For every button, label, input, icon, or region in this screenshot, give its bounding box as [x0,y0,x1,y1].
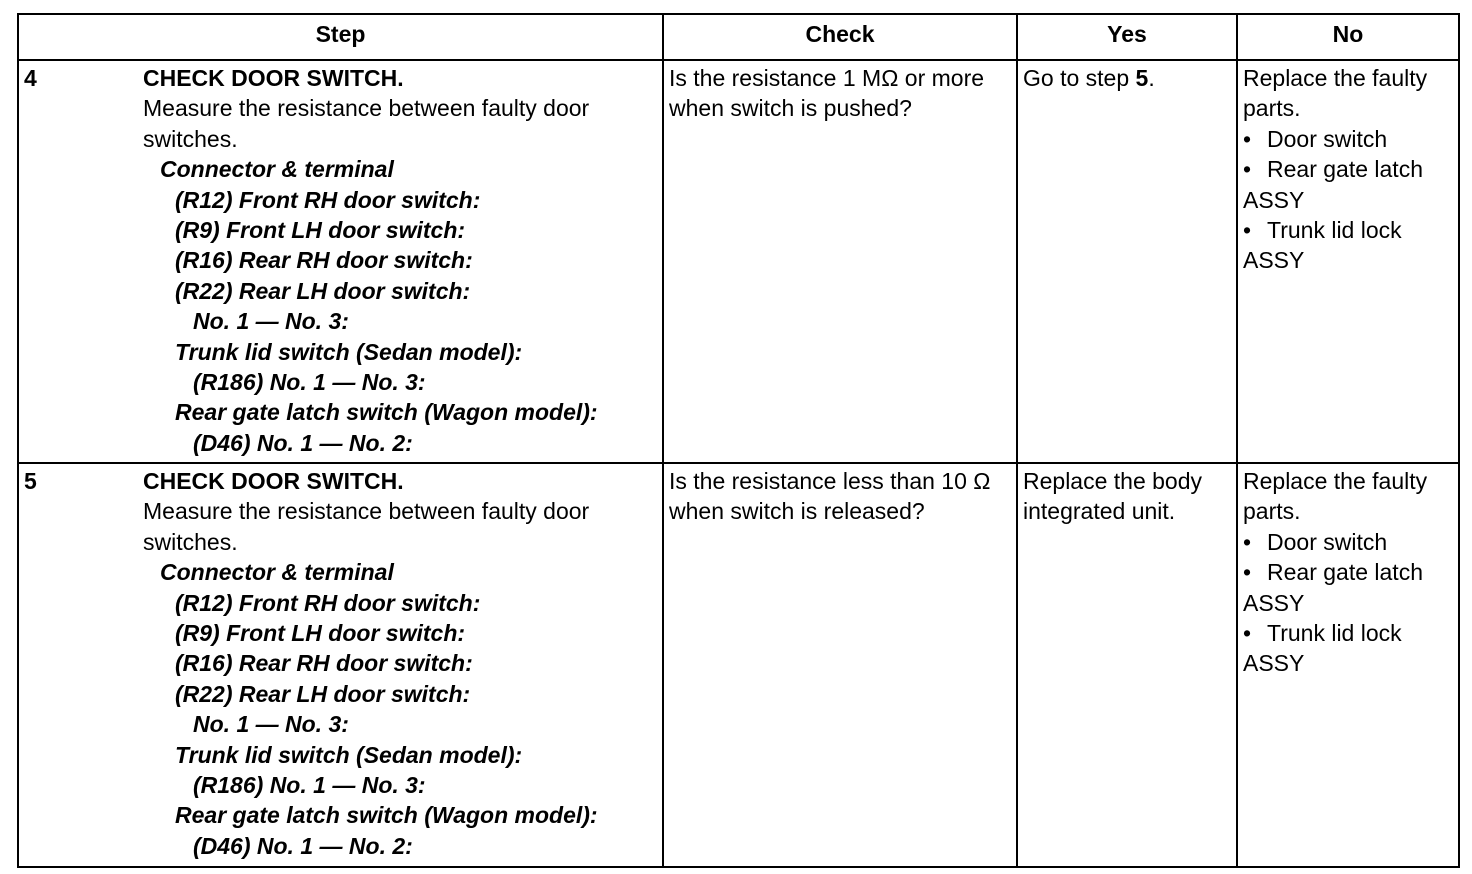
no-part-label: Rear gate latch ASSY [1243,156,1423,213]
door-switch-item: (R16) Rear RH door switch: [175,247,473,274]
no-part-item [1243,124,1452,154]
door-terminal: No. 1 — No. 3: [193,711,349,738]
door-switch-item: (R9) Front LH door switch: [175,620,466,647]
no-cell [1237,463,1459,867]
bullet-icon: • [1243,217,1252,244]
step-cell [138,60,663,463]
door-switch-item: (R12) Front RH door switch: [175,589,481,616]
door-terminal: No. 1 — No. 3: [193,308,349,335]
check-cell: Is the resistance 1 MΩ or more when switch is pushed? [663,60,1017,463]
diagnostic-table [17,13,1460,868]
gate-switch-label: Rear gate latch switch (Wagon model): [175,802,598,829]
header-yes: Yes [1017,14,1237,60]
yes-step-link: 5 [1135,65,1149,91]
step-title: CHECK DOOR SWITCH. [143,468,404,494]
trunk-switch-label: Trunk lid switch (Sedan model): [175,741,523,768]
table-row [18,60,1459,463]
yes-cell: Replace the body integrated unit. [1017,463,1237,867]
step-cell [138,463,663,867]
no-part-item [1243,215,1452,276]
no-part-item [1243,527,1452,557]
step-number: 5 [18,463,138,867]
no-part-label: Trunk lid lock ASSY [1243,620,1402,677]
no-part-label: Door switch [1267,528,1388,555]
no-part-item [1243,618,1452,679]
header-step: Step [18,14,663,60]
trunk-terminal: (R186) No. 1 — No. 3: [193,772,426,799]
door-switch-item: (R12) Front RH door switch: [175,186,481,213]
header-no: No [1237,14,1459,60]
trunk-switch-label: Trunk lid switch (Sedan model): [175,338,523,365]
header-check: Check [663,14,1017,60]
connector-heading: Connector & terminal [160,156,394,183]
step-number: 4 [18,60,138,463]
no-part-label: Door switch [1267,125,1388,152]
bullet-icon: • [1243,125,1252,152]
no-part-item [1243,557,1452,618]
no-text: Replace the faulty parts. [1243,468,1428,525]
yes-prefix: Go to step [1023,65,1136,91]
door-switch-item: (R9) Front LH door switch: [175,217,466,244]
no-part-item [1243,154,1452,215]
bullet-icon: • [1243,620,1252,647]
step-description: Measure the resistance between faulty door switches. [143,95,590,152]
trunk-terminal: (R186) No. 1 — No. 3: [193,369,426,396]
no-part-label: Trunk lid lock ASSY [1243,217,1402,274]
gate-switch-label: Rear gate latch switch (Wagon model): [175,399,598,426]
step-description: Measure the resistance between faulty door switches. [143,498,590,555]
gate-terminal: (D46) No. 1 — No. 2: [193,429,413,456]
door-switch-item: (R22) Rear LH door switch: [175,277,471,304]
table-row [18,463,1459,867]
door-switch-item: (R22) Rear LH door switch: [175,680,471,707]
bullet-icon: • [1243,528,1252,555]
no-part-label: Rear gate latch ASSY [1243,559,1423,616]
connector-heading: Connector & terminal [160,559,394,586]
door-switch-item: (R16) Rear RH door switch: [175,650,473,677]
bullet-icon: • [1243,559,1252,586]
yes-cell [1017,60,1237,463]
check-cell: Is the resistance less than 10 Ω when switch is released? [663,463,1017,867]
no-text: Replace the faulty parts. [1243,65,1428,122]
header-row [18,14,1459,60]
no-cell [1237,60,1459,463]
step-title: CHECK DOOR SWITCH. [143,65,404,91]
yes-suffix: . [1148,65,1155,91]
bullet-icon: • [1243,156,1252,183]
gate-terminal: (D46) No. 1 — No. 2: [193,832,413,859]
